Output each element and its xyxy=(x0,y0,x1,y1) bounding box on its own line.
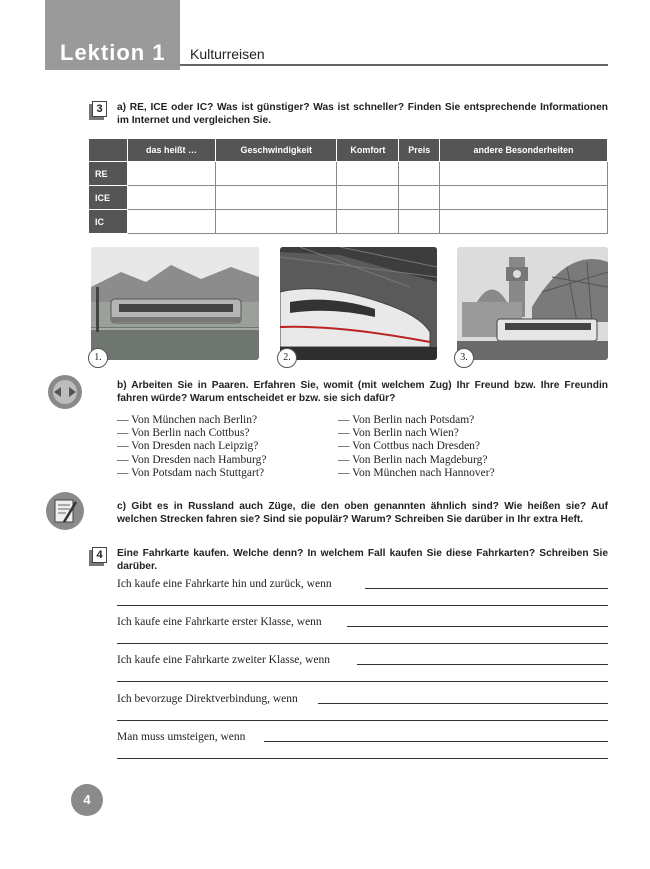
notebook-pen-icon xyxy=(46,492,84,530)
header-rule xyxy=(180,64,608,66)
lektion-title: Lektion 1 xyxy=(60,40,166,65)
table-cell[interactable] xyxy=(440,210,608,234)
answer-line[interactable] xyxy=(117,758,608,759)
table-cell[interactable] xyxy=(440,162,608,186)
answer-line[interactable] xyxy=(117,643,608,644)
table-header: Geschwindigkeit xyxy=(216,139,337,162)
table-cell[interactable] xyxy=(216,186,337,210)
list-item: — Von München nach Berlin? xyxy=(117,414,258,426)
routes-left-list xyxy=(117,414,327,480)
photo-number: 3. xyxy=(454,348,474,368)
answer-line[interactable] xyxy=(117,605,608,606)
table-cell[interactable] xyxy=(337,162,399,186)
list-item: — Von Berlin nach Wien? xyxy=(338,427,459,440)
answer-line[interactable] xyxy=(347,626,608,627)
list-item: — Von Berlin nach Potsdam? xyxy=(338,414,475,426)
answer-line[interactable] xyxy=(365,588,608,589)
photo-ic-station xyxy=(457,247,608,360)
table-cell[interactable] xyxy=(399,210,440,234)
table-header: Komfort xyxy=(337,139,399,162)
train-comparison-table xyxy=(88,138,608,234)
table-row-label: RE xyxy=(89,162,128,186)
ice-train-image xyxy=(280,247,437,360)
list-item: — Von München nach Hannover? xyxy=(338,466,495,479)
table-header: andere Besonderheiten xyxy=(440,139,608,162)
task3-b-text: b) Arbeiten Sie in Paaren. Erfahren Sie, womit (mit welchem Zug) Ihr Freund bzw. Ihre Freundin fahren würde? Warum entscheidet er bzw. sie sich dafür? xyxy=(117,380,608,404)
regional-train-image xyxy=(91,247,259,360)
table-header-row xyxy=(89,139,608,162)
writing-icon xyxy=(46,492,84,530)
station-image xyxy=(457,247,608,360)
table-cell[interactable] xyxy=(216,162,337,186)
sentence-prompt: Man muss umsteigen, wenn xyxy=(117,731,246,743)
table-cell[interactable] xyxy=(337,210,399,234)
table-cell[interactable] xyxy=(128,186,216,210)
table-cell[interactable] xyxy=(440,186,608,210)
sentence-prompt: Ich kaufe eine Fahrkarte zweiter Klasse, wenn xyxy=(117,654,330,666)
pair-work-arrows-icon xyxy=(48,375,82,409)
table-row xyxy=(89,210,608,234)
list-item: — Von Potsdam nach Stuttgart? xyxy=(117,466,265,479)
photo-number: 2. xyxy=(277,348,297,368)
list-item: — Von Cottbus nach Dresden? xyxy=(338,440,481,453)
task4-text: Eine Fahrkarte kaufen. Welche denn? In welchem Fall kaufen Sie diese Fahrkarten? Schreiben Sie darüber. xyxy=(117,548,608,572)
list-item: — Von Berlin nach Cottbus? xyxy=(117,427,250,440)
routes-right-list xyxy=(338,414,568,480)
table-cell[interactable] xyxy=(216,210,337,234)
photo-regional-train xyxy=(91,247,259,360)
pair-work-icon xyxy=(48,375,82,409)
answer-line[interactable] xyxy=(357,664,608,665)
task-number-3: 3 xyxy=(92,101,107,117)
table-row xyxy=(89,162,608,186)
task3-a-text: a) RE, ICE oder IC? Was ist günstiger? Was ist schneller? Finden Sie entsprechende Informationen im Internet und vergleichen Sie. xyxy=(117,102,608,126)
task-number-4: 4 xyxy=(92,547,107,563)
table-cell[interactable] xyxy=(337,186,399,210)
list-item: — Von Dresden nach Leipzig? xyxy=(117,440,259,453)
task3-c-text: c) Gibt es in Russland auch Züge, die den oben genannten ähnlich sind? Wie heißen sie? Auf welchen Strecken fahren sie? Sind sie populär? Warum? Schreiben Sie darüber in Ihr extra Heft. xyxy=(117,501,608,525)
table-cell[interactable] xyxy=(399,186,440,210)
page-number: 4 xyxy=(71,784,103,816)
answer-line[interactable] xyxy=(117,681,608,682)
table-row-label: ICE xyxy=(89,186,128,210)
sentence-prompt: Ich kaufe eine Fahrkarte hin und zurück, wenn xyxy=(117,578,332,590)
table-corner xyxy=(89,139,128,162)
table-header: das heißt … xyxy=(128,139,216,162)
table-cell[interactable] xyxy=(128,210,216,234)
table-cell[interactable] xyxy=(399,162,440,186)
list-item: — Von Berlin nach Magdeburg? xyxy=(338,453,488,466)
photo-ice-train xyxy=(280,247,437,360)
header-topic: Kulturreisen xyxy=(190,46,265,62)
answer-line[interactable] xyxy=(117,720,608,721)
answer-line[interactable] xyxy=(264,741,608,742)
table-header: Preis xyxy=(399,139,440,162)
list-item: — Von Dresden nach Hamburg? xyxy=(117,453,267,466)
sentence-prompt: Ich bevorzuge Direktverbindung, wenn xyxy=(117,693,298,705)
table-row-label: IC xyxy=(89,210,128,234)
table-row xyxy=(89,186,608,210)
sentence-prompt: Ich kaufe eine Fahrkarte erster Klasse, wenn xyxy=(117,616,322,628)
photo-number: 1. xyxy=(88,348,108,368)
table-cell[interactable] xyxy=(128,162,216,186)
tab-mask xyxy=(45,70,180,84)
answer-line[interactable] xyxy=(318,703,608,704)
